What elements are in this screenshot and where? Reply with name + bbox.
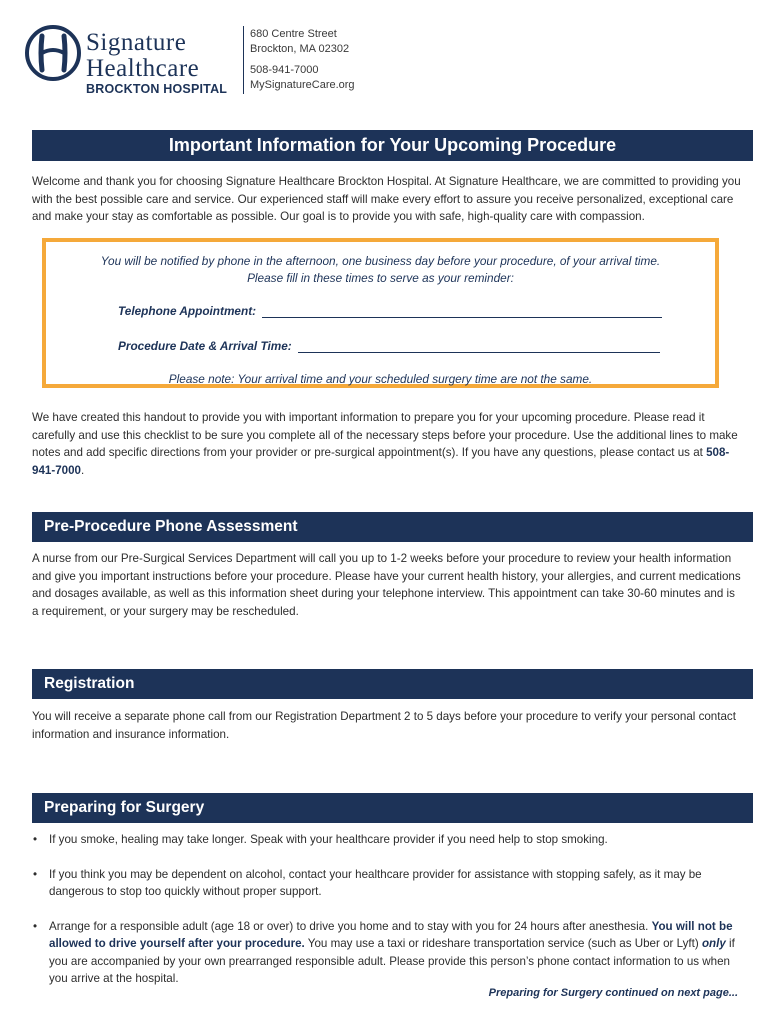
list-item: • If you smoke, healing may take longer. Speak with your healthcare provider if you need help to stop smoking. (32, 831, 744, 849)
telephone-appointment-field[interactable] (118, 304, 662, 318)
continued-note: Preparing for Surgery continued on next page... (488, 987, 738, 999)
section-heading-preparing: Preparing for Surgery (32, 793, 753, 823)
procedure-date-blank[interactable] (298, 340, 660, 353)
procedure-date-field[interactable] (118, 339, 660, 353)
reminder-line-1: You will be notified by phone in the afternoon, one business day before your procedure, of your arrival time. (100, 254, 661, 268)
phone-number: 508-941-7000 (250, 64, 319, 76)
list-item (32, 918, 744, 988)
address-line-2: Brockton, MA 02302 (250, 43, 350, 55)
bullet3-part-a: Arrange for a responsible adult (age 18 or over) to drive you home and to stay with you for 24 hours after anesthesia. (49, 919, 652, 933)
phone-assessment-paragraph: A nurse from our Pre-Surgical Services Department will call you up to 1-2 weeks before your procedure to review your health information and give you important instructions before your procedure. Please have your current health history, your allergies, and current medications and dosages available, as well as this information sheet during your telephone interview. This appointment can take 30-60 minutes and is a requirement, or your surgery may be rescheduled. (32, 552, 741, 618)
page-title: Important Information for Your Upcoming Procedure (32, 130, 753, 161)
bullet3-part-b: You may use a taxi or rideshare transportation service (such as Uber or Lyft) (304, 937, 702, 950)
registration-paragraph: You will receive a separate phone call from our Registration Department 2 to 5 days before your procedure to verify your personal contact information and insurance information. (32, 710, 736, 741)
procedure-date-label: Procedure Date & Arrival Time: (118, 339, 292, 353)
handout-text: We have created this handout to provide you with important information to prepare you for your upcoming procedure. Please read it carefully and use this checklist to be sure you complete all of the necessary steps before your procedure. Use the additional lines to make notes and add specific directions from your provider or pre-surgical appointment(s). If you have any questions, please contact us at (32, 411, 738, 459)
bullet3-part-c: if you are accompanied by your own prearranged responsible adult. Please provide this person’s phone contact information to us when you arrive at the hospital. (49, 937, 735, 985)
intro-paragraph: Welcome and thank you for choosing Signature Healthcare Brockton Hospital. At Signature Healthcare, we are committed to providing you with the best possible care and service. Our experienced staff will make every effort to assure you receive personalized, exceptional care and make your stay as comfortable as possible. Our goal is to provide you with safe, high-quality care with compassion. (32, 175, 741, 223)
reminder-line-2: Please fill in these times to serve as your reminder: (247, 271, 514, 285)
handout-phone: 508-941-7000 (32, 446, 730, 477)
header-divider (243, 26, 244, 94)
bullet3-bold: You will not be allowed to drive yourself after your procedure. (49, 919, 733, 950)
brand-line-1: Signature (86, 29, 187, 56)
arrival-note: Please note: Your arrival time and your scheduled surgery time are not the same. (168, 372, 593, 386)
logo-emblem-icon (24, 22, 82, 84)
signature-healthcare-logo (24, 22, 239, 98)
preparing-list (32, 831, 744, 988)
address-line-1: 680 Centre Street (250, 28, 337, 40)
reminder-box (42, 238, 719, 388)
website: MySignatureCare.org (250, 79, 355, 91)
handout-end: . (81, 463, 85, 477)
section-heading-registration: Registration (32, 669, 753, 699)
handout-paragraph (32, 409, 742, 479)
section-heading-phone-assessment: Pre-Procedure Phone Assessment (32, 512, 753, 542)
telephone-appointment-label: Telephone Appointment: (118, 304, 257, 318)
hospital-name: BROCKTON HOSPITAL (86, 82, 228, 96)
brand-line-2: Healthcare (86, 55, 200, 82)
bullet3-only: only (701, 937, 726, 950)
contact-block (250, 27, 355, 93)
list-item: • If you think you may be dependent on alcohol, contact your healthcare provider for assistance with stopping safely, as it may be dangerous to stop too quickly without proper support. (32, 866, 744, 901)
telephone-appointment-blank[interactable] (262, 305, 662, 318)
